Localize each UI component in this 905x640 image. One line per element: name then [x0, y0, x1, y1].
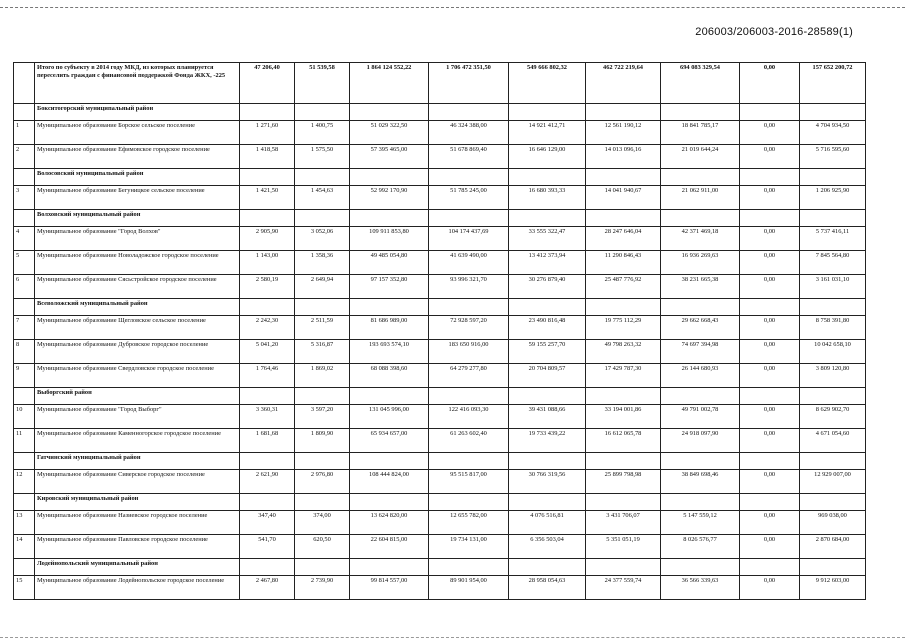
- region-empty-cell: [586, 388, 661, 405]
- region-empty-cell: [586, 210, 661, 227]
- region-empty-cell: [295, 494, 350, 511]
- value-cell-c4: 41 639 490,00: [429, 251, 509, 275]
- value-cell-c7: 21 062 911,00: [661, 186, 740, 210]
- region-index-cell: [14, 104, 35, 121]
- value-cell-c3: 68 088 398,60: [350, 364, 429, 388]
- row-number: 3: [14, 186, 35, 210]
- region-empty-cell: [429, 453, 509, 470]
- value-cell-c1: 2 905,90: [240, 227, 295, 251]
- value-cell-c8: 0,00: [740, 227, 800, 251]
- region-empty-cell: [586, 299, 661, 316]
- region-empty-cell: [800, 388, 866, 405]
- region-empty-cell: [661, 299, 740, 316]
- value-cell-c8: 0,00: [740, 275, 800, 299]
- value-cell-c6: 19 775 112,29: [586, 316, 661, 340]
- row-number: 6: [14, 275, 35, 299]
- value-cell-c4: 122 416 093,30: [429, 405, 509, 429]
- value-cell-c1: 3 360,31: [240, 405, 295, 429]
- value-cell-c9: 969 038,00: [800, 511, 866, 535]
- table-body: [14, 63, 866, 600]
- region-empty-cell: [661, 453, 740, 470]
- total-c6: 462 722 219,64: [586, 63, 661, 104]
- value-cell-c7: 49 791 002,78: [661, 405, 740, 429]
- value-cell-c6: 3 431 706,07: [586, 511, 661, 535]
- region-empty-cell: [800, 453, 866, 470]
- row-number: 5: [14, 251, 35, 275]
- value-cell-c6: 25 487 776,92: [586, 275, 661, 299]
- municipality-name: Муниципальное образование Бегуницкое сельское поселение: [35, 186, 240, 210]
- value-cell-c4: 93 996 321,70: [429, 275, 509, 299]
- value-cell-c3: 193 693 574,10: [350, 340, 429, 364]
- row-number: 11: [14, 429, 35, 453]
- value-cell-c9: 2 870 684,00: [800, 535, 866, 559]
- value-cell-c2: 1 869,02: [295, 364, 350, 388]
- region-header-row: [14, 169, 866, 186]
- region-empty-cell: [295, 559, 350, 576]
- region-empty-cell: [509, 104, 586, 121]
- value-cell-c3: 109 911 853,80: [350, 227, 429, 251]
- row-number: 10: [14, 405, 35, 429]
- region-empty-cell: [509, 453, 586, 470]
- region-empty-cell: [350, 559, 429, 576]
- region-name: Гатчинский муниципальный район: [35, 453, 240, 470]
- value-cell-c2: 374,00: [295, 511, 350, 535]
- municipality-name: Муниципальное образование Дубровское городское поселение: [35, 340, 240, 364]
- value-cell-c1: 1 681,68: [240, 429, 295, 453]
- region-index-cell: [14, 559, 35, 576]
- value-cell-c5: 30 276 879,40: [509, 275, 586, 299]
- value-cell-c4: 61 263 602,40: [429, 429, 509, 453]
- value-cell-c8: 0,00: [740, 316, 800, 340]
- region-empty-cell: [429, 104, 509, 121]
- region-empty-cell: [295, 388, 350, 405]
- value-cell-c2: 5 316,87: [295, 340, 350, 364]
- table-row: [14, 405, 866, 429]
- table-row: [14, 340, 866, 364]
- value-cell-c9: 10 042 658,10: [800, 340, 866, 364]
- row-number: 8: [14, 340, 35, 364]
- table-row: [14, 576, 866, 600]
- value-cell-c4: 64 279 277,80: [429, 364, 509, 388]
- region-empty-cell: [586, 494, 661, 511]
- region-name: Бокситогорский муниципальный район: [35, 104, 240, 121]
- value-cell-c3: 49 485 054,80: [350, 251, 429, 275]
- resettlement-table: [13, 62, 866, 600]
- total-c7: 694 083 329,54: [661, 63, 740, 104]
- value-cell-c5: 28 958 054,63: [509, 576, 586, 600]
- value-cell-c1: 1 271,60: [240, 121, 295, 145]
- value-cell-c3: 97 157 352,80: [350, 275, 429, 299]
- value-cell-c5: 13 412 373,94: [509, 251, 586, 275]
- region-header-row: [14, 388, 866, 405]
- scan-top-edge: [0, 7, 905, 8]
- municipality-name: Муниципальное образование Ефимовское городское поселение: [35, 145, 240, 169]
- row-number: 2: [14, 145, 35, 169]
- value-cell-c3: 131 045 996,00: [350, 405, 429, 429]
- region-empty-cell: [295, 104, 350, 121]
- region-empty-cell: [295, 210, 350, 227]
- region-empty-cell: [509, 494, 586, 511]
- region-empty-cell: [661, 494, 740, 511]
- region-empty-cell: [429, 559, 509, 576]
- value-cell-c3: 51 029 322,50: [350, 121, 429, 145]
- region-name: Кировский муниципальный район: [35, 494, 240, 511]
- value-cell-c8: 0,00: [740, 535, 800, 559]
- region-header-row: [14, 494, 866, 511]
- region-empty-cell: [240, 494, 295, 511]
- row-number: 15: [14, 576, 35, 600]
- value-cell-c5: 16 680 393,33: [509, 186, 586, 210]
- value-cell-c6: 28 247 646,04: [586, 227, 661, 251]
- municipality-name: Муниципальное образование Щегловское сельское поселение: [35, 316, 240, 340]
- municipality-name: Муниципальное образование Лодейнопольское городское поселение: [35, 576, 240, 600]
- value-cell-c3: 81 686 989,00: [350, 316, 429, 340]
- table-row: [14, 429, 866, 453]
- region-empty-cell: [740, 210, 800, 227]
- value-cell-c7: 29 662 668,43: [661, 316, 740, 340]
- region-empty-cell: [661, 559, 740, 576]
- region-empty-cell: [800, 169, 866, 186]
- value-cell-c5: 20 704 809,57: [509, 364, 586, 388]
- municipality-name: Муниципальное образование Назиевское городское поселение: [35, 511, 240, 535]
- region-empty-cell: [429, 299, 509, 316]
- region-empty-cell: [509, 559, 586, 576]
- region-empty-cell: [661, 169, 740, 186]
- row-number: 7: [14, 316, 35, 340]
- value-cell-c2: 620,50: [295, 535, 350, 559]
- region-empty-cell: [350, 299, 429, 316]
- value-cell-c7: 26 144 680,93: [661, 364, 740, 388]
- value-cell-c7: 42 371 469,18: [661, 227, 740, 251]
- value-cell-c5: 30 766 319,56: [509, 470, 586, 494]
- table-row: [14, 251, 866, 275]
- value-cell-c9: 4 671 054,60: [800, 429, 866, 453]
- region-index-cell: [14, 299, 35, 316]
- region-empty-cell: [240, 559, 295, 576]
- value-cell-c4: 72 928 597,20: [429, 316, 509, 340]
- value-cell-c1: 2 242,30: [240, 316, 295, 340]
- value-cell-c2: 2 739,90: [295, 576, 350, 600]
- region-empty-cell: [429, 169, 509, 186]
- value-cell-c3: 52 992 170,90: [350, 186, 429, 210]
- total-c5: 549 666 802,32: [509, 63, 586, 104]
- region-empty-cell: [740, 388, 800, 405]
- value-cell-c6: 25 899 798,98: [586, 470, 661, 494]
- value-cell-c2: 1 454,63: [295, 186, 350, 210]
- value-cell-c3: 108 444 824,00: [350, 470, 429, 494]
- value-cell-c9: 3 161 031,10: [800, 275, 866, 299]
- value-cell-c8: 0,00: [740, 429, 800, 453]
- value-cell-c9: 5 716 595,60: [800, 145, 866, 169]
- table-row: [14, 186, 866, 210]
- value-cell-c2: 1 358,36: [295, 251, 350, 275]
- value-cell-c4: 51 785 245,00: [429, 186, 509, 210]
- row-number: 13: [14, 511, 35, 535]
- region-header-row: [14, 299, 866, 316]
- value-cell-c3: 57 395 465,00: [350, 145, 429, 169]
- value-cell-c5: 4 076 516,81: [509, 511, 586, 535]
- region-empty-cell: [800, 299, 866, 316]
- value-cell-c8: 0,00: [740, 251, 800, 275]
- region-empty-cell: [429, 494, 509, 511]
- value-cell-c6: 33 194 001,86: [586, 405, 661, 429]
- value-cell-c5: 33 555 322,47: [509, 227, 586, 251]
- value-cell-c1: 347,40: [240, 511, 295, 535]
- value-cell-c1: 2 621,90: [240, 470, 295, 494]
- region-empty-cell: [800, 559, 866, 576]
- total-label: Итого по субъекту в 2014 году МКД, из которых планируется переселить граждан с финансовой поддержкой Фонда ЖКХ, -225: [35, 63, 240, 104]
- value-cell-c7: 18 841 785,17: [661, 121, 740, 145]
- region-empty-cell: [350, 210, 429, 227]
- region-name: Лодейнопольский муниципальный район: [35, 559, 240, 576]
- region-empty-cell: [429, 210, 509, 227]
- region-empty-cell: [295, 453, 350, 470]
- table-row: [14, 227, 866, 251]
- scan-bottom-edge: [0, 637, 905, 638]
- region-empty-cell: [586, 559, 661, 576]
- value-cell-c1: 2 467,80: [240, 576, 295, 600]
- value-cell-c9: 4 704 934,50: [800, 121, 866, 145]
- municipality-name: Муниципальное образование Павловское городское поселение: [35, 535, 240, 559]
- region-index-cell: [14, 494, 35, 511]
- value-cell-c7: 36 566 339,63: [661, 576, 740, 600]
- region-empty-cell: [240, 169, 295, 186]
- value-cell-c9: 8 629 902,70: [800, 405, 866, 429]
- value-cell-c5: 14 921 412,71: [509, 121, 586, 145]
- value-cell-c6: 49 798 263,32: [586, 340, 661, 364]
- value-cell-c4: 51 678 869,40: [429, 145, 509, 169]
- table-row: [14, 535, 866, 559]
- region-empty-cell: [240, 210, 295, 227]
- value-cell-c8: 0,00: [740, 576, 800, 600]
- value-cell-c4: 12 655 782,00: [429, 511, 509, 535]
- value-cell-c1: 541,70: [240, 535, 295, 559]
- value-cell-c2: 3 597,20: [295, 405, 350, 429]
- region-empty-cell: [800, 494, 866, 511]
- value-cell-c6: 5 351 051,19: [586, 535, 661, 559]
- value-cell-c1: 1 764,46: [240, 364, 295, 388]
- value-cell-c9: 1 206 925,90: [800, 186, 866, 210]
- municipality-name: Муниципальное образование Сясьстройское городское поселение: [35, 275, 240, 299]
- value-cell-c7: 38 849 698,46: [661, 470, 740, 494]
- region-empty-cell: [509, 210, 586, 227]
- value-cell-c7: 21 019 644,24: [661, 145, 740, 169]
- region-empty-cell: [661, 210, 740, 227]
- region-header-row: [14, 210, 866, 227]
- region-empty-cell: [429, 388, 509, 405]
- region-empty-cell: [661, 388, 740, 405]
- value-cell-c1: 1 421,50: [240, 186, 295, 210]
- region-name: Всеволожский муниципальный район: [35, 299, 240, 316]
- total-c2: 51 539,58: [295, 63, 350, 104]
- value-cell-c9: 8 758 391,80: [800, 316, 866, 340]
- region-empty-cell: [586, 169, 661, 186]
- total-c1: 47 206,40: [240, 63, 295, 104]
- value-cell-c2: 2 511,59: [295, 316, 350, 340]
- total-c8: 0,00: [740, 63, 800, 104]
- value-cell-c6: 16 612 065,78: [586, 429, 661, 453]
- table-row: [14, 511, 866, 535]
- value-cell-c7: 74 697 394,98: [661, 340, 740, 364]
- region-index-cell: [14, 388, 35, 405]
- row-number: 1: [14, 121, 35, 145]
- region-empty-cell: [295, 299, 350, 316]
- value-cell-c6: 17 429 787,30: [586, 364, 661, 388]
- table-row: [14, 364, 866, 388]
- region-empty-cell: [350, 453, 429, 470]
- municipality-name: Муниципальное образование Борское сельское поселение: [35, 121, 240, 145]
- row-number: 4: [14, 227, 35, 251]
- value-cell-c2: 2 649,94: [295, 275, 350, 299]
- region-empty-cell: [740, 559, 800, 576]
- value-cell-c8: 0,00: [740, 405, 800, 429]
- total-c9: 157 652 200,72: [800, 63, 866, 104]
- region-empty-cell: [740, 169, 800, 186]
- region-empty-cell: [740, 299, 800, 316]
- region-header-row: [14, 559, 866, 576]
- value-cell-c5: 39 431 088,66: [509, 405, 586, 429]
- value-cell-c8: 0,00: [740, 186, 800, 210]
- region-empty-cell: [350, 104, 429, 121]
- region-empty-cell: [800, 104, 866, 121]
- document-code: 206003/206003-2016-28589(1): [695, 26, 853, 38]
- table-row: [14, 121, 866, 145]
- value-cell-c9: 9 912 603,00: [800, 576, 866, 600]
- value-cell-c8: 0,00: [740, 470, 800, 494]
- municipality-name: Муниципальное образование "Город Волхов": [35, 227, 240, 251]
- region-empty-cell: [240, 453, 295, 470]
- row-number: 9: [14, 364, 35, 388]
- value-cell-c2: 1 575,50: [295, 145, 350, 169]
- total-c4: 1 706 472 351,50: [429, 63, 509, 104]
- value-cell-c9: 3 809 120,80: [800, 364, 866, 388]
- municipality-name: Муниципальное образование Новоладожское городское поселение: [35, 251, 240, 275]
- value-cell-c6: 12 561 190,12: [586, 121, 661, 145]
- municipality-name: Муниципальное образование Каменногорское городское поселение: [35, 429, 240, 453]
- region-empty-cell: [740, 453, 800, 470]
- value-cell-c8: 0,00: [740, 364, 800, 388]
- region-empty-cell: [240, 104, 295, 121]
- region-empty-cell: [350, 494, 429, 511]
- region-empty-cell: [740, 494, 800, 511]
- value-cell-c3: 65 934 657,00: [350, 429, 429, 453]
- region-index-cell: [14, 210, 35, 227]
- value-cell-c1: 2 580,19: [240, 275, 295, 299]
- value-cell-c7: 38 231 665,38: [661, 275, 740, 299]
- table-row: [14, 316, 866, 340]
- region-header-row: [14, 104, 866, 121]
- value-cell-c6: 14 041 940,67: [586, 186, 661, 210]
- value-cell-c5: 59 155 257,70: [509, 340, 586, 364]
- value-cell-c1: 1 418,58: [240, 145, 295, 169]
- region-empty-cell: [586, 453, 661, 470]
- value-cell-c4: 95 515 817,00: [429, 470, 509, 494]
- value-cell-c8: 0,00: [740, 121, 800, 145]
- table-row: [14, 275, 866, 299]
- value-cell-c9: 7 845 564,80: [800, 251, 866, 275]
- value-cell-c7: 5 147 559,12: [661, 511, 740, 535]
- region-index-cell: [14, 453, 35, 470]
- value-cell-c6: 14 013 096,16: [586, 145, 661, 169]
- table-row: [14, 470, 866, 494]
- region-empty-cell: [350, 169, 429, 186]
- value-cell-c9: 12 929 007,00: [800, 470, 866, 494]
- region-empty-cell: [240, 299, 295, 316]
- table-row: [14, 145, 866, 169]
- value-cell-c6: 24 377 559,74: [586, 576, 661, 600]
- value-cell-c7: 24 918 097,90: [661, 429, 740, 453]
- value-cell-c3: 22 604 815,00: [350, 535, 429, 559]
- value-cell-c6: 11 290 846,43: [586, 251, 661, 275]
- row-number: 14: [14, 535, 35, 559]
- total-c3: 1 864 124 552,22: [350, 63, 429, 104]
- value-cell-c7: 16 936 269,63: [661, 251, 740, 275]
- region-empty-cell: [800, 210, 866, 227]
- value-cell-c2: 1 400,75: [295, 121, 350, 145]
- value-cell-c4: 89 901 954,00: [429, 576, 509, 600]
- value-cell-c2: 1 809,90: [295, 429, 350, 453]
- region-empty-cell: [509, 388, 586, 405]
- region-empty-cell: [295, 169, 350, 186]
- value-cell-c3: 99 814 557,00: [350, 576, 429, 600]
- total-index-cell: [14, 63, 35, 104]
- value-cell-c9: 5 737 416,11: [800, 227, 866, 251]
- region-empty-cell: [509, 169, 586, 186]
- value-cell-c5: 23 490 816,48: [509, 316, 586, 340]
- value-cell-c4: 104 174 437,69: [429, 227, 509, 251]
- region-empty-cell: [509, 299, 586, 316]
- region-name: Волосовский муниципальный район: [35, 169, 240, 186]
- region-empty-cell: [240, 388, 295, 405]
- value-cell-c5: 6 356 503,04: [509, 535, 586, 559]
- municipality-name: Муниципальное образование "Город Выборг": [35, 405, 240, 429]
- region-name: Волховский муниципальный район: [35, 210, 240, 227]
- total-row: [14, 63, 866, 104]
- municipality-name: Муниципальное образование Свердловское городское поселение: [35, 364, 240, 388]
- region-header-row: [14, 453, 866, 470]
- region-empty-cell: [586, 104, 661, 121]
- value-cell-c1: 5 041,20: [240, 340, 295, 364]
- value-cell-c3: 13 624 820,00: [350, 511, 429, 535]
- municipality-name: Муниципальное образование Сиверское городское поселение: [35, 470, 240, 494]
- value-cell-c5: 16 646 129,00: [509, 145, 586, 169]
- region-name: Выборгский район: [35, 388, 240, 405]
- value-cell-c8: 0,00: [740, 511, 800, 535]
- row-number: 12: [14, 470, 35, 494]
- value-cell-c4: 46 324 388,00: [429, 121, 509, 145]
- region-empty-cell: [740, 104, 800, 121]
- value-cell-c4: 183 650 916,00: [429, 340, 509, 364]
- value-cell-c2: 3 052,06: [295, 227, 350, 251]
- value-cell-c7: 8 026 576,77: [661, 535, 740, 559]
- region-index-cell: [14, 169, 35, 186]
- value-cell-c8: 0,00: [740, 145, 800, 169]
- region-empty-cell: [661, 104, 740, 121]
- value-cell-c5: 19 733 439,22: [509, 429, 586, 453]
- value-cell-c2: 2 976,80: [295, 470, 350, 494]
- value-cell-c4: 19 734 131,00: [429, 535, 509, 559]
- value-cell-c1: 1 143,00: [240, 251, 295, 275]
- region-empty-cell: [350, 388, 429, 405]
- value-cell-c8: 0,00: [740, 340, 800, 364]
